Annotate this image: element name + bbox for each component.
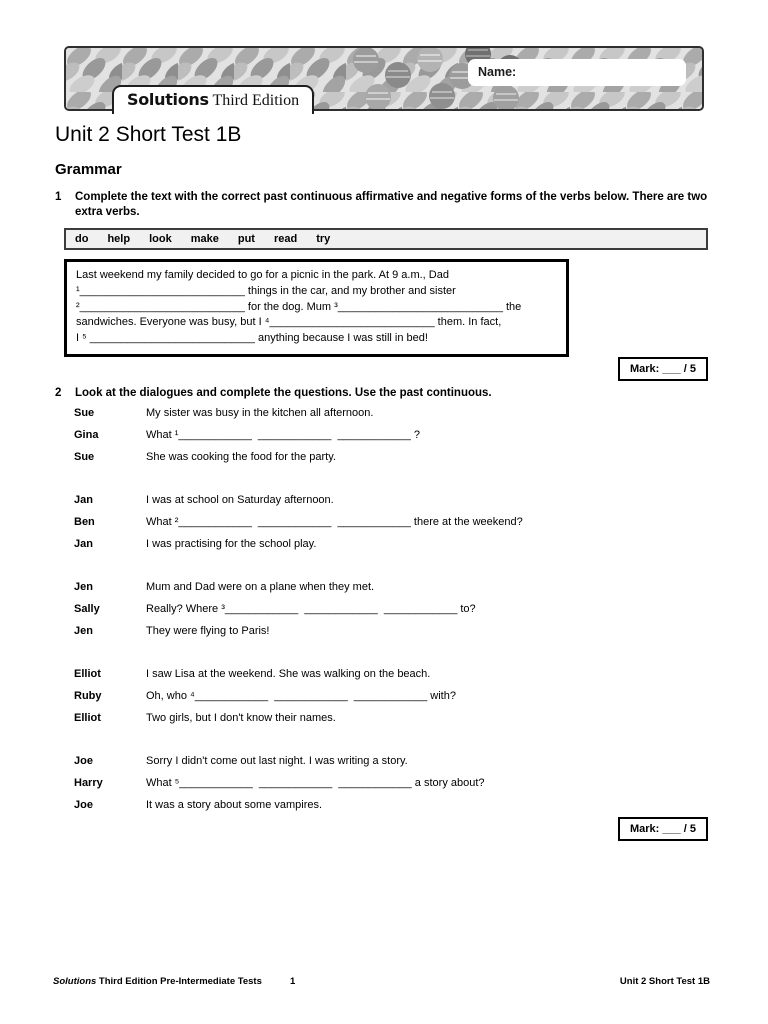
dialogue-list — [74, 406, 694, 841]
verb-item: make — [190, 233, 219, 245]
dialogue-text: Really? Where ³____________ ____________ ____________ to? — [146, 603, 476, 615]
dialogue-group — [74, 406, 694, 472]
dialogue-row — [74, 515, 694, 537]
dialogue-row — [74, 776, 694, 798]
dialogue-row — [74, 580, 694, 602]
dialogue-group — [74, 580, 694, 646]
dialogue-text: My sister was busy in the kitchen all afternoon. — [146, 407, 374, 419]
brand-logo-rest: Third Edition — [208, 92, 300, 109]
speaker-name: Sue — [74, 451, 95, 463]
name-label: Name: — [478, 65, 517, 79]
speaker-name: Elliot — [74, 712, 101, 724]
dialogue-row — [74, 450, 694, 472]
exercise1-number: 1 — [55, 191, 62, 203]
dialogue-text: It was a story about some vampires. — [146, 799, 323, 811]
dialogue-text: What ²____________ ____________ ____________ there at the weekend? — [146, 516, 523, 528]
speaker-name: Elliot — [74, 668, 101, 680]
footer-brand-italic: Solutions — [53, 976, 97, 987]
speaker-name: Ruby — [74, 690, 102, 702]
mark-box-exercise1: Mark: ___ / 5 — [618, 357, 708, 381]
dialogue-group — [74, 667, 694, 733]
dialogue-text: Sorry I didn't come out last night. I was writing a story. — [146, 755, 408, 767]
speaker-name: Gina — [74, 429, 99, 441]
dialogue-row — [74, 624, 694, 646]
exercise2-number: 2 — [55, 387, 62, 399]
verb-bank — [64, 228, 708, 250]
speaker-name: Jen — [74, 625, 93, 637]
exercise2-instruction-text: Look at the dialogues and complete the questions. Use the past continuous. — [75, 387, 492, 399]
mark-box-exercise2: Mark: ___ / 5 — [618, 817, 708, 841]
speaker-name: Joe — [74, 799, 93, 811]
name-field — [468, 59, 686, 86]
verb-item: try — [316, 233, 331, 245]
speaker-name: Sue — [74, 407, 95, 419]
page-number: 1 — [290, 976, 296, 987]
verb-item: help — [107, 233, 131, 245]
dialogue-group — [74, 493, 694, 559]
dialogue-row — [74, 689, 694, 711]
dialogue-text: What ¹____________ ____________ ____________ ? — [146, 429, 421, 441]
page-footer — [0, 976, 768, 990]
verb-item: look — [149, 233, 172, 245]
speaker-name: Jan — [74, 494, 93, 506]
gap-fill-passage: Last weekend my family decided to go for a picnic in the park. At 9 a.m., Dad ¹___________________________ things in the car, and my brother and sister ²___________________________ for the dog. Mum ³___________________________ the sandwiches. Everyone was busy, but I ⁴___________________________ them. In fact, I ⁵ ___________________________ anything because I was still in bed! — [64, 259, 569, 357]
footer-test-title: Unit 2 Short Test 1B — [619, 976, 710, 987]
speaker-name: Joe — [74, 755, 93, 767]
dialogue-row — [74, 602, 694, 624]
dialogue-text: They were flying to Paris! — [146, 625, 270, 637]
dialogue-group — [74, 754, 694, 820]
dialogue-row — [74, 406, 694, 428]
footer-series-rest: Third Edition Pre-Intermediate Tests — [96, 976, 262, 987]
brand-logo — [112, 85, 314, 114]
dialogue-row — [74, 754, 694, 776]
speaker-name: Sally — [74, 603, 100, 615]
page-title: Unit 2 Short Test 1B — [55, 123, 242, 146]
speaker-name: Jen — [74, 581, 93, 593]
verb-item: do — [75, 233, 89, 245]
speaker-name: Jan — [74, 538, 93, 550]
dialogue-row — [74, 493, 694, 515]
dialogue-text: Oh, who ⁴____________ ____________ ____________ with? — [146, 690, 456, 702]
exercise2-instruction — [55, 386, 713, 401]
verb-item: read — [273, 233, 298, 245]
dialogue-row — [74, 667, 694, 689]
dialogue-row — [74, 711, 694, 733]
exercise1-instruction-text: Complete the text with the correct past continuous affirmative and negative forms of the verbs below. There are two extra verbs. — [75, 191, 708, 218]
dialogue-text: I was at school on Saturday afternoon. — [146, 494, 334, 506]
speaker-name: Harry — [74, 777, 103, 789]
dialogue-text: I saw Lisa at the weekend. She was walking on the beach. — [146, 668, 431, 680]
speaker-name: Ben — [74, 516, 95, 528]
verb-item: put — [237, 233, 255, 245]
footer-series-title — [53, 976, 262, 987]
dialogue-row — [74, 537, 694, 559]
section-heading: Grammar — [55, 161, 122, 178]
dialogue-text: She was cooking the food for the party. — [146, 451, 336, 463]
dialogue-row — [74, 428, 694, 450]
dialogue-text: What ⁵____________ ____________ ____________ a story about? — [146, 777, 485, 789]
dialogue-text: I was practising for the school play. — [146, 538, 317, 550]
brand-logo-bold: Solutions — [127, 90, 209, 109]
exercise1-instruction — [55, 190, 713, 220]
dialogue-text: Two girls, but I don't know their names. — [146, 712, 336, 724]
dialogue-text: Mum and Dad were on a plane when they met. — [146, 581, 375, 593]
dialogue-row — [74, 798, 694, 820]
